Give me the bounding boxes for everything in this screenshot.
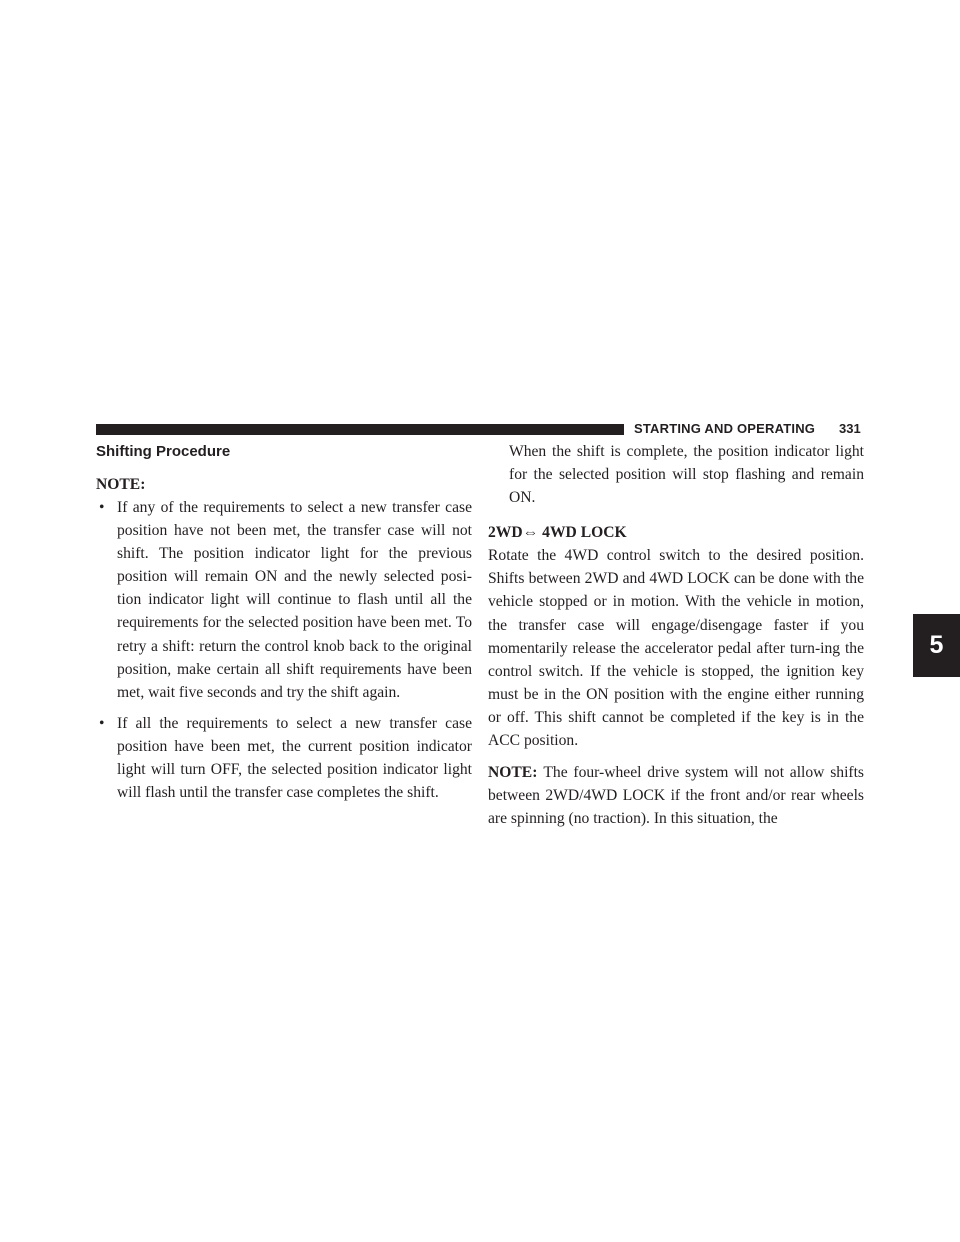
- section-title: Shifting Procedure: [96, 443, 231, 460]
- note-label: NOTE:: [488, 764, 538, 782]
- running-header-section: STARTING AND OPERATING: [634, 421, 816, 436]
- bullet-icon: •: [99, 499, 105, 516]
- body-paragraph: Rotate the 4WD control switch to the desired position. Shifts between 2WD and 4WD LOCK can be done with the vehicle stopped or in motion. With the vehicle in motion, the transfer case will engage/disengage faster if you momentarily release the accelerator pedal after turn-ing the control switch. If the vehicle is stopped, the ignition key must be in the ON position with the engine either running or off. This shift cannot be completed if the key is in the ACC position.: [488, 547, 864, 750]
- note-text: The four-wheel drive system will not allow shifts between 2WD/4WD LOCK if the front and/or rear wheels are spinning (no traction). In this situation, the: [488, 764, 864, 828]
- page-number: 331: [839, 421, 861, 436]
- chapter-tab: [913, 614, 960, 677]
- list-item-continuation: When the shift is complete, the position indicator light for the selected position will stop flashing and remain ON.: [509, 443, 864, 507]
- note-label: NOTE:: [96, 476, 146, 493]
- left-column: [96, 440, 472, 804]
- right-column: [488, 440, 864, 830]
- subheading-2wd-4wd-lock: 2WD⇔ 4WD LOCK: [488, 524, 627, 542]
- list-item-text: If any of the requirements to select a new transfer case position have not been met, the transfer case will not shift. The position indicator light for the previous position will remain ON and the newly selected posi-tion indicator light will continue to flash until all the requirements for the selected position have been met. To retry a shift: return the control knob back to the original position, make certain all shift requirements have been met, wait five seconds and try the shift again.: [117, 499, 472, 701]
- bullet-icon: •: [99, 714, 105, 732]
- chapter-tab-number: 5: [929, 631, 944, 659]
- list-item: [96, 712, 472, 804]
- list-item: [96, 496, 472, 704]
- header-rule: [96, 424, 624, 435]
- list-item-text: If all the requirements to select a new transfer case position have been met, the current position indicator light will turn OFF, the selected position indicator light will flash until the transfer case completes the shift.: [117, 714, 472, 802]
- note-paragraph: [488, 761, 864, 830]
